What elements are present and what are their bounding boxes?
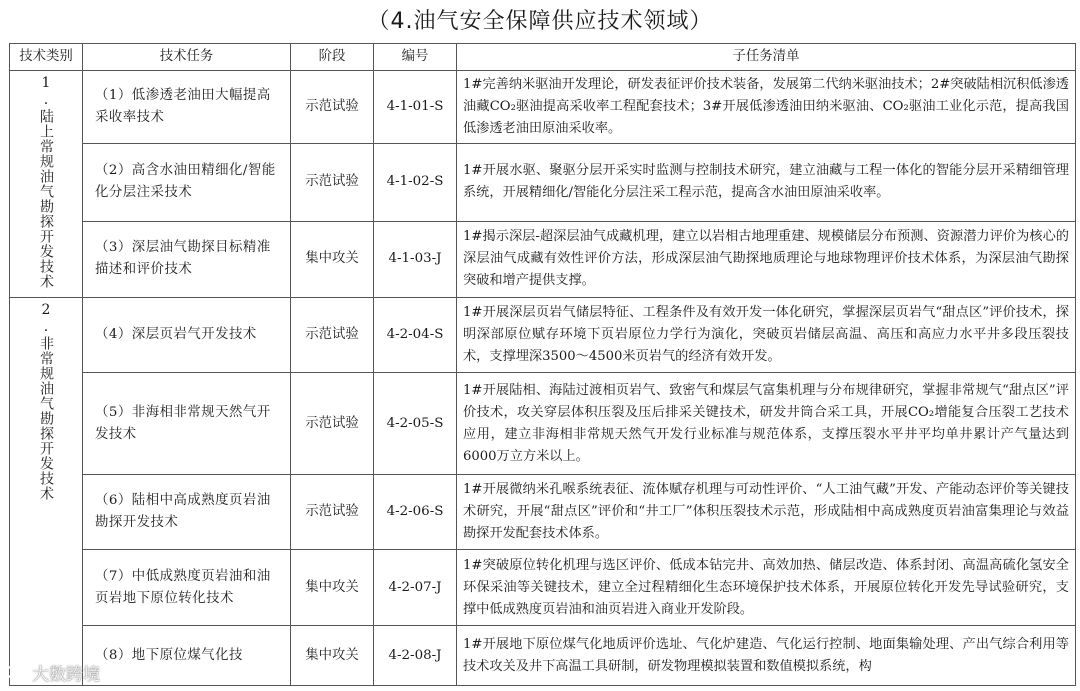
header-stage: 阶段 xyxy=(291,44,374,71)
table-row xyxy=(10,626,1076,686)
stage-cell: 示范试验 xyxy=(291,475,374,550)
task-cell: （8）地下原位煤气化技 xyxy=(83,626,291,686)
header-task: 技术任务 xyxy=(83,44,291,71)
header-code: 编号 xyxy=(374,44,457,71)
stage-cell: 示范试验 xyxy=(291,71,374,144)
category-label: 2.非常规油气勘探开发技术 xyxy=(38,302,54,501)
table-row xyxy=(10,475,1076,550)
task-cell: （1）低渗透老油田大幅提高采收率技术 xyxy=(83,71,291,144)
subtasks-cell: 1#完善纳米驱油开发理论，研发表征评价技术装备，发展第二代纳米驱油技术；2#突破陆相沉积低渗透油藏CO₂驱油提高采收率工程配套技术；3#开展低渗透油田纳米驱油、CO₂驱油工业化示范，提高我国低渗透老油田原油采收率。 xyxy=(457,71,1076,144)
category-cell xyxy=(10,71,83,298)
table-row xyxy=(10,144,1076,221)
task-cell: （3）深层油气勘探目标精准描述和评价技术 xyxy=(83,221,291,297)
table-header-row xyxy=(10,44,1076,71)
code-cell: 4-2-08-J xyxy=(374,626,457,686)
stage-cell: 示范试验 xyxy=(291,144,374,221)
watermark-text: 大数跨境 xyxy=(32,665,100,685)
task-cell: （4）深层页岩气开发技术 xyxy=(83,298,291,373)
stage-cell: 集中攻关 xyxy=(291,550,374,626)
table-row xyxy=(10,221,1076,297)
subtasks-cell: 1#开展水驱、聚驱分层开采实时监测与控制技术研究，建立油藏与工程一体化的智能分层开采精细管理系统，开展精细化/智能化分层注采工程示范，提高含水油田原油采收率。 xyxy=(457,144,1076,221)
code-cell: 4-1-01-S xyxy=(374,71,457,144)
page-title: （4.油气安全保障供应技术领域） xyxy=(367,9,713,34)
task-cell: （5）非海相非常规天然气开发技术 xyxy=(83,373,291,475)
code-cell: 4-2-05-S xyxy=(374,373,457,475)
task-cell: （2）高含水油田精细化/智能化分层注采技术 xyxy=(83,144,291,221)
code-cell: 4-1-03-J xyxy=(374,221,457,297)
category-label: 1.陆上常规油气勘探开发技术 xyxy=(38,75,54,289)
table-row xyxy=(10,373,1076,475)
subtasks-cell: 1#开展微纳米孔喉系统表征、流体赋存机理与可动性评价、“人工油气藏”开发、产能动态评价等关键技术研究，开展“甜点区”评价和“井工厂”体积压裂技术示范，形成陆相中高成熟度页岩油富集理论与效益勘探开发配套技术体系。 xyxy=(457,475,1076,550)
header-subtasks: 子任务清单 xyxy=(457,44,1076,71)
stage-cell: 集中攻关 xyxy=(291,221,374,297)
table-row xyxy=(10,550,1076,626)
task-cell: （7）中低成熟度页岩油和油页岩地下原位转化技术 xyxy=(83,550,291,626)
code-cell: 4-1-02-S xyxy=(374,144,457,221)
stage-cell: 集中攻关 xyxy=(291,626,374,686)
header-category: 技术类别 xyxy=(10,44,83,71)
code-cell: 4-2-04-S xyxy=(374,298,457,373)
chat-bubble-icon xyxy=(6,664,28,687)
stage-cell: 示范试验 xyxy=(291,373,374,475)
code-cell: 4-2-07-J xyxy=(374,550,457,626)
subtasks-cell: 1#开展深层页岩气储层特征、工程条件及有效开发一体化研究，掌握深层页岩气“甜点区”评价技术，探明深部原位赋存环境下页岩原位力学行为演化，突破页岩储层高温、高压和高应力水平井多段压裂技术，支撑埋深3500～4500米页岩气的经济有效开发。 xyxy=(457,298,1076,373)
tech-task-table xyxy=(9,43,1076,686)
stage-cell: 示范试验 xyxy=(291,298,374,373)
category-cell xyxy=(10,298,83,686)
table-row xyxy=(10,298,1076,373)
subtasks-cell: 1#揭示深层-超深层油气成藏机理，建立以岩相古地理重建、规模储层分布预测、资源潜力评价为核心的深层油气成藏有效性评价方法，形成深层油气勘探地质理论与地球物理评价技术体系，为深层油气勘探突破和增产提供支撑。 xyxy=(457,221,1076,297)
subtasks-cell: 1#突破原位转化机理与选区评价、低成本钻完井、高效加热、储层改造、体系封闭、高温高硫化氢安全环保采油等关键技术，建立全过程精细化生态环境保护技术体系，开展原位转化开发先导试验研究，支撑中低成熟度页岩油和油页岩进入商业开发阶段。 xyxy=(457,550,1076,626)
table-row xyxy=(10,71,1076,144)
task-cell: （6）陆相中高成熟度页岩油勘探开发技术 xyxy=(83,475,291,550)
subtasks-cell: 1#开展陆相、海陆过渡相页岩气、致密气和煤层气富集机理与分布规律研究，掌握非常规气“甜点区”评价技术，攻关穿层体积压裂及压后排采关键技术，研发井筒合采工具，开展CO₂增能复合压裂工艺技术应用，建立非海相非常规天然气开发行业标准与规范体系，支撑压裂水平井平均单井累计产气量达到6000万立方米以上。 xyxy=(457,373,1076,475)
subtasks-cell: 1#开展地下原位煤气化地质评价选址、气化炉建造、气化运行控制、地面集输处理、产出气综合利用等技术攻关及井下高温工具研制，研发物理模拟装置和数值模拟系统，构 xyxy=(457,626,1076,686)
code-cell: 4-2-06-S xyxy=(374,475,457,550)
watermark xyxy=(6,660,100,687)
